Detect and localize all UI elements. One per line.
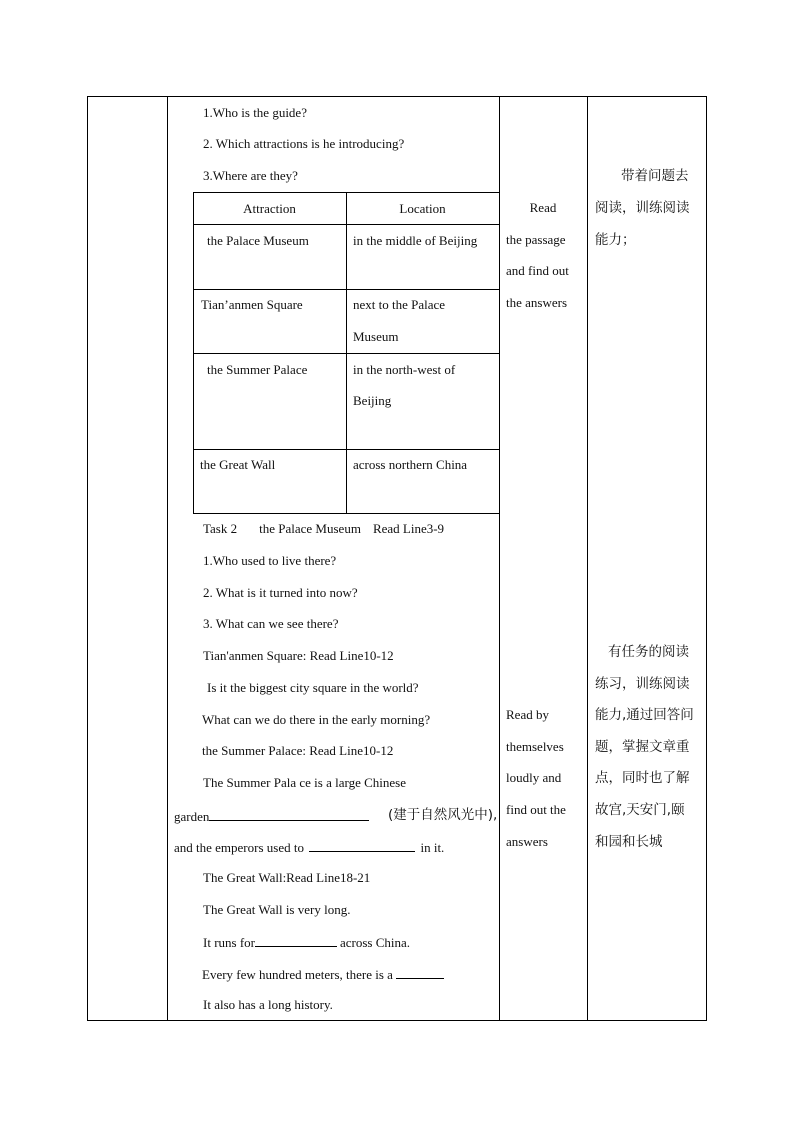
activity-second: themselves	[506, 739, 564, 754]
column-divider-1	[167, 96, 168, 1021]
answer-blank	[255, 933, 337, 947]
purpose-first: 能力；	[595, 232, 636, 248]
purpose-second: 点，同时也了解	[595, 770, 690, 786]
outer-top-border	[87, 96, 707, 97]
activity-first: and find out	[506, 263, 569, 278]
activity-first: the passage	[506, 232, 566, 247]
summer-line3-start: and the emperors used to	[174, 840, 304, 855]
summer-palace-line-1: The Summer Pala ce is a large Chinese	[203, 775, 407, 790]
intro-question-3: 3.Where are they?	[203, 168, 298, 183]
gw-line2-start: It runs for	[203, 935, 255, 950]
table-header-attraction: Attraction	[243, 201, 296, 216]
intro-question-1: 1.Who is the guide?	[203, 105, 307, 120]
outer-bottom-border	[87, 1020, 707, 1021]
great-wall-line-2	[203, 933, 410, 951]
activity-first: the answers	[506, 295, 568, 310]
purpose-first: 阅读，训练阅读	[595, 200, 690, 216]
table-line	[193, 192, 194, 514]
summer-palace-line-2	[174, 807, 369, 825]
purpose-second: 有任务的阅读	[608, 644, 689, 660]
table-header-location: Location	[399, 201, 446, 216]
tiananmen-question-2: What can we do there in the early morning?	[202, 712, 431, 727]
purpose-second: 题，掌握文章重	[595, 739, 690, 755]
great-wall-line-1: The Great Wall is very long.	[203, 902, 351, 917]
summer-line3-end: in it.	[420, 840, 445, 855]
task2-question: 1.Who used to live there?	[203, 553, 337, 568]
activity-second: Read by	[506, 707, 549, 722]
table-cell-location: Museum	[353, 329, 399, 344]
purpose-second: 能力,通过回答问	[595, 707, 694, 723]
activity-second: find out the	[506, 802, 566, 817]
activity-second: answers	[506, 834, 548, 849]
great-wall-line-4: It also has a long history.	[203, 997, 333, 1012]
task2-question: 3. What can we see there?	[203, 616, 339, 631]
purpose-second: 和园和长城	[595, 834, 663, 850]
great-wall-heading: The Great Wall:Read Line18-21	[203, 870, 371, 885]
purpose-second: 故宫,天安门,颐	[595, 802, 685, 818]
task2-question: 2. What is it turned into now?	[203, 585, 358, 600]
tiananmen-heading: Tian'anmen Square: Read Line10-12	[203, 648, 394, 663]
task2-topic: the Palace Museum	[259, 521, 361, 536]
table-line	[346, 192, 347, 514]
answer-blank	[209, 807, 369, 821]
outer-right-border	[706, 96, 707, 1021]
summer-palace-line-3	[174, 838, 444, 856]
table-cell-location: in the middle of Beijing	[353, 233, 478, 248]
intro-question-2: 2. Which attractions is he introducing?	[203, 136, 405, 151]
purpose-second: 练习，训练阅读	[595, 676, 690, 692]
task2-title: Task 2	[203, 521, 238, 536]
column-divider-3	[587, 96, 588, 1021]
activity-second: loudly and	[506, 770, 562, 785]
table-cell-location: Beijing	[353, 393, 392, 408]
gw-line3-text: Every few hundred meters, there is a	[202, 967, 393, 982]
table-cell-attraction: the Great Wall	[200, 457, 276, 472]
purpose-first: 带着问题去	[621, 168, 689, 184]
answer-blank	[396, 965, 444, 979]
table-cell-attraction: the Summer Palace	[207, 362, 308, 377]
tiananmen-question-1: Is it the biggest city square in the world?	[207, 680, 419, 695]
table-cell-location: across northern China	[353, 457, 468, 472]
summer-palace-heading: the Summer Palace: Read Line10-12	[202, 743, 394, 758]
column-divider-2	[499, 96, 500, 1021]
gw-line2-end: across China.	[340, 935, 411, 950]
activity-first: Read	[529, 200, 557, 215]
summer-line2-start: garden	[174, 809, 210, 824]
table-cell-attraction: Tian’anmen Square	[201, 297, 303, 312]
task2-heading	[203, 521, 444, 537]
table-cell-location: next to the Palace	[353, 297, 446, 312]
table-cell-attraction: the Palace Museum	[207, 233, 309, 248]
outer-left-border	[87, 96, 88, 1021]
table-cell-location: in the north-west of	[353, 362, 456, 377]
summer-palace-hint: (建于自然风光中),	[388, 807, 498, 823]
task2-read: Read Line3-9	[372, 521, 445, 536]
great-wall-line-3	[202, 965, 444, 983]
answer-blank	[309, 838, 415, 852]
